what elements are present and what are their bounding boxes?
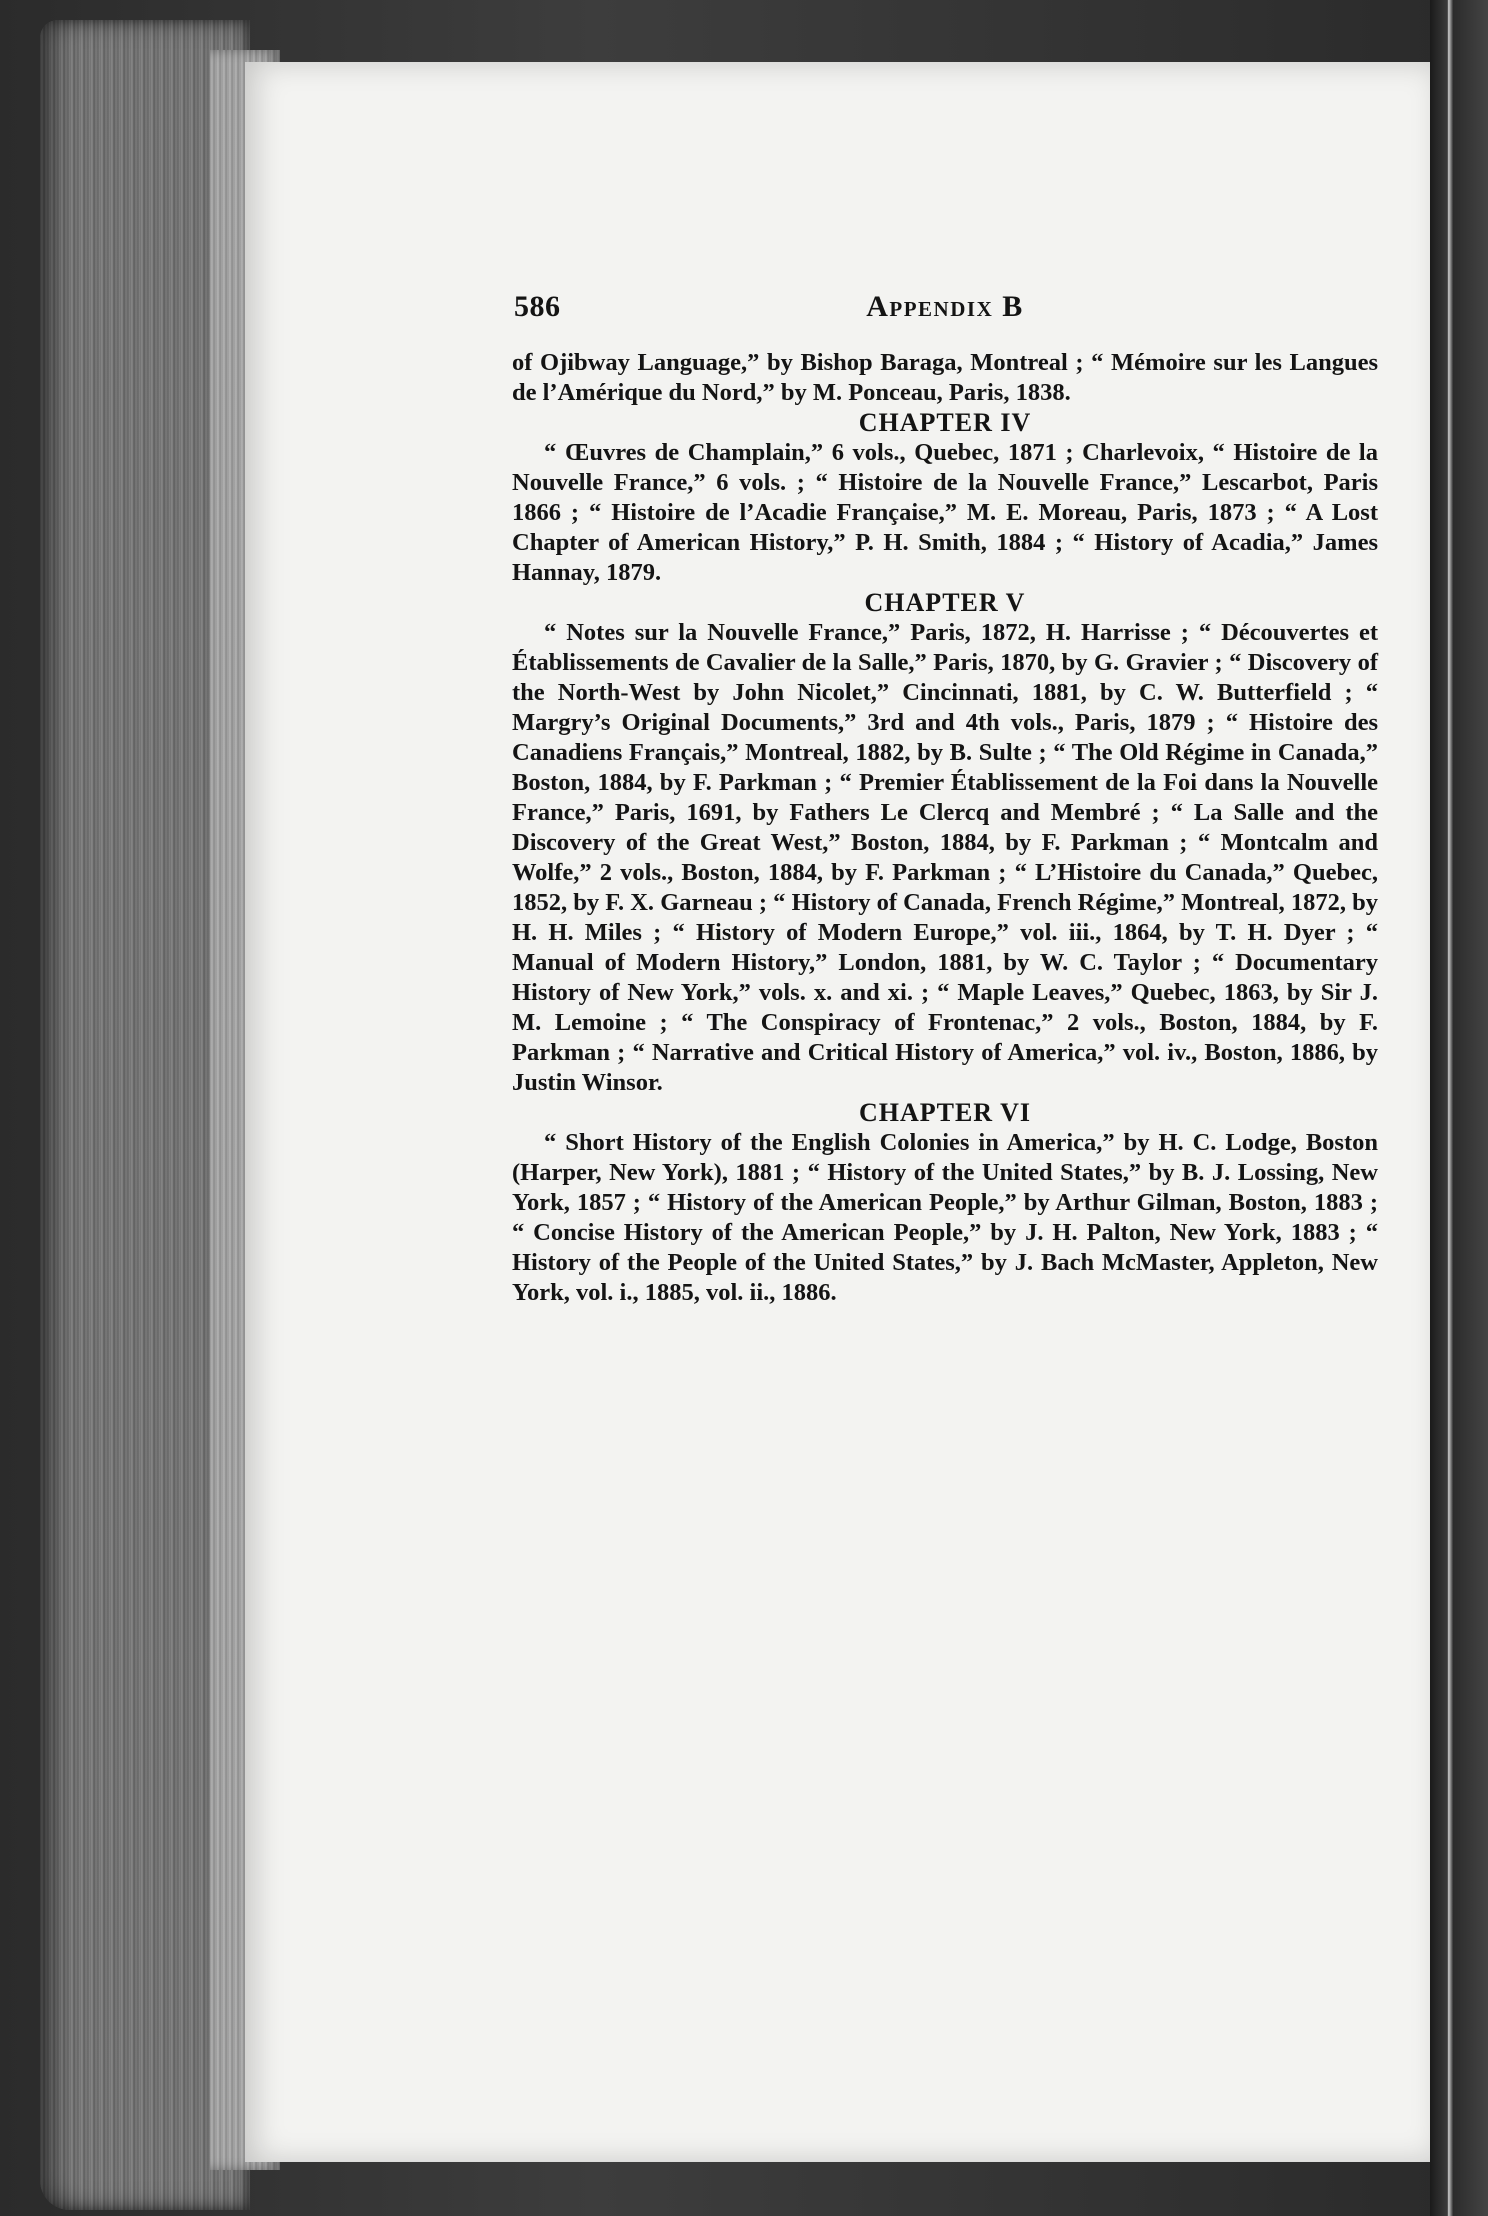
chapter-v-references: “ Notes sur la Nouvelle France,” Paris, 1872, H. Harrisse ; “ Découvertes et Établissements de Cavalier de la Salle,” Paris, 1870, by G. Gravier ; “ Discovery of the North-West by John Nicolet,” Cincinnati, 1881, by C. W. Butterfield ; “ Margry’s Original Documents,” 3rd and 4th vols., Paris, 1879 ; “ Histoire des Canadiens Français,” Montreal, 1882, by B. Sulte ; “ The Old Régime in Canada,” Boston, 1884, by F. Parkman ; “ Premier Établissement de la Foi dans la Nouvelle France,” Paris, 1691, by Fathers Le Clercq and Membré ; “ La Salle and the Discovery of the Great West,” Boston, 1884, by F. Parkman ; “ Montcalm and Wolfe,” 2 vols., Boston, 1884, by F. Parkman ; “ L’Histoire du Canada,” Quebec, 1852, by F. X. Garneau ; “ History of Canada, French Régime,” Montreal, 1872, by H. H. Miles ; “ History of Modern Europe,” vol. iii., 1864, by T. H. Dyer ; “ Manual of Modern History,” London, 1881, by W. C. Taylor ; “ Documentary History of New York,” vols. x. and xi. ; “ Maple Leaves,” Quebec, 1863, by Sir J. M. Lemoine ; “ The Conspiracy of Frontenac,” 2 vols., Boston, 1884, by F. Parkman ; “ Narrative and Critical History of America,” vol. iv., Boston, 1886, by Justin Winsor. bbox=[512, 619, 1378, 1096]
chapter-heading-vi: CHAPTER VI bbox=[858, 1098, 1032, 1127]
running-head bbox=[512, 290, 1378, 330]
intro-paragraph: of Ojibway Language,” by Bishop Baraga, Montreal ; “ Mémoire sur les Langues de l’Amérique du Nord,” by M. Ponceau, Paris, 1838. bbox=[512, 349, 1378, 406]
chapter-heading-iv: CHAPTER IV bbox=[858, 408, 1032, 437]
book-right-edge bbox=[1430, 0, 1488, 2216]
chapter-vi-references: “ Short History of the English Colonies in America,” by H. C. Lodge, Boston (Harper, New York), 1881 ; “ History of the United States,” by B. J. Lossing, New York, 1857 ; “ History of the American People,” by Arthur Gilman, Boston, 1883 ; “ Concise History of the American People,” by J. H. Palton, New York, 1883 ; “ History of the People of the United States,” by J. Bach McMaster, Appleton, New York, vol. i., 1885, vol. ii., 1886. bbox=[512, 1129, 1378, 1306]
chapter-iv-references: “ Œuvres de Champlain,” 6 vols., Quebec, 1871 ; Charlevoix, “ Histoire de la Nouvelle France,” 6 vols. ; “ Histoire de la Nouvelle France,” Lescarbot, Paris 1866 ; “ Histoire de l’Acadie Française,” M. E. Moreau, Paris, 1873 ; “ A Lost Chapter of American History,” P. H. Smith, 1884 ; “ History of Acadia,” James Hannay, 1879. bbox=[512, 439, 1378, 586]
page-content bbox=[512, 290, 1378, 1308]
chapter-heading-v: CHAPTER V bbox=[864, 588, 1026, 617]
running-head-title: Appendix B bbox=[866, 290, 1024, 323]
book-page-edges bbox=[40, 20, 250, 2210]
page-number: 586 bbox=[514, 290, 561, 323]
